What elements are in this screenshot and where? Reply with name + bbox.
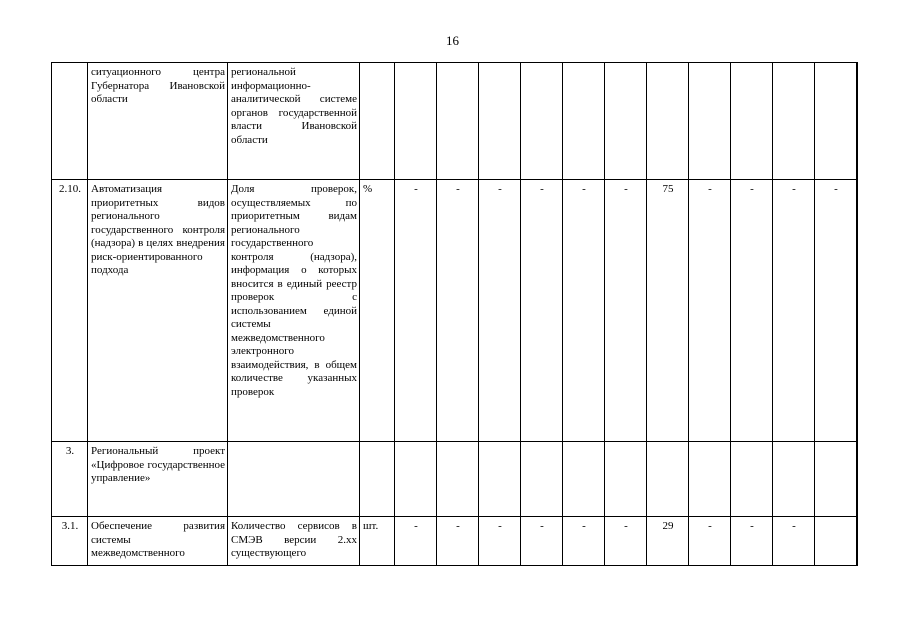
value-cell: - [563,517,605,566]
value-cell: - [437,180,479,442]
value-cell: - [773,180,815,442]
indicators-table [51,62,858,566]
indicator-cell: Количество сервисов в СМЭВ версии 2.хх существующего [228,517,360,566]
value-cell: - [773,517,815,566]
unit-cell: шт. [360,517,395,566]
value-cell [521,63,563,180]
value-cell [857,63,858,180]
value-cell [731,63,773,180]
value-cell: - [689,180,731,442]
value-cell [563,442,605,517]
indicator-cell: региональной информационно-аналитической системе органов государственной власти Ивановской области [228,63,360,180]
value-cell: - [479,517,521,566]
value-cell: - [605,517,647,566]
table-row [52,180,858,442]
value-cell: - [521,180,563,442]
value-cell: - [731,180,773,442]
value-cell [479,63,521,180]
value-cell: - [605,180,647,442]
event-name-cell: Региональный проект «Цифровое государственное управление» [88,442,228,517]
page-number: 16 [446,33,459,48]
value-cell [773,63,815,180]
value-cell [689,442,731,517]
value-cell: - [521,517,563,566]
value-cell [857,180,858,442]
value-cell: - [479,180,521,442]
table-row [52,442,858,517]
unit-cell [360,442,395,517]
event-name-cell: Обеспечение развития системы межведомственного [88,517,228,566]
row-number-cell [52,63,88,180]
row-number-cell: 3. [52,442,88,517]
value-cell [563,63,605,180]
value-cell [815,63,857,180]
value-cell: - [689,517,731,566]
event-name-cell: Автоматизация приоритетных видов регионального государственного контроля (надзора) в целях внедрения риск-ориентированного подхода [88,180,228,442]
value-cell [479,442,521,517]
row-number-cell: 2.10. [52,180,88,442]
value-cell: 29 [647,517,689,566]
value-cell [689,63,731,180]
unit-cell: % [360,180,395,442]
value-cell [437,442,479,517]
value-cell [731,442,773,517]
value-cell [647,442,689,517]
value-cell [605,63,647,180]
value-cell [605,442,647,517]
table-row [52,63,858,180]
indicator-cell: Доля проверок, осуществляемых по приоритетным видам регионального государственного контроля (надзора), информация о которых вносится в единый реестр проверок с использованием единой системы межведомственного электронного взаимодействия, в общем количестве указанных проверок [228,180,360,442]
value-cell [815,442,857,517]
unit-cell [360,63,395,180]
value-cell: - [437,517,479,566]
value-cell [395,442,437,517]
value-cell [815,517,857,566]
table-row [52,517,858,566]
value-cell: - [731,517,773,566]
value-cell: - [563,180,605,442]
value-cell [857,442,858,517]
value-cell [437,63,479,180]
event-name-cell: ситуационного центра Губернатора Ивановской области [88,63,228,180]
value-cell [857,517,858,566]
value-cell: 75 [647,180,689,442]
value-cell [647,63,689,180]
value-cell [521,442,563,517]
value-cell [773,442,815,517]
value-cell: - [395,180,437,442]
value-cell: - [395,517,437,566]
indicator-cell [228,442,360,517]
value-cell [395,63,437,180]
row-number-cell: 3.1. [52,517,88,566]
value-cell: - [815,180,857,442]
